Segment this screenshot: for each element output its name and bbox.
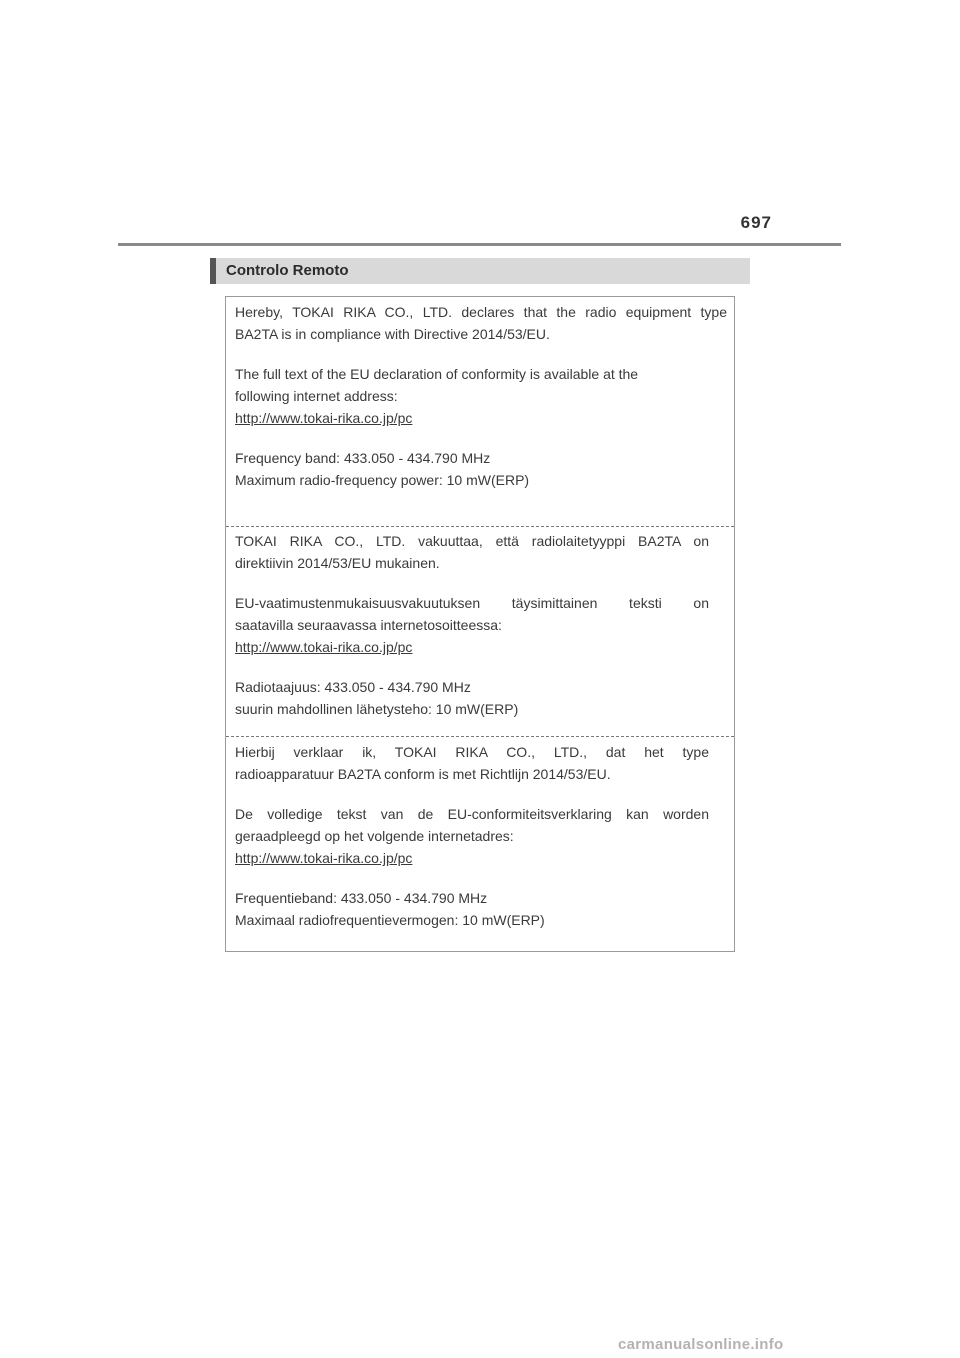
declaration-finnish: [226, 526, 734, 736]
declaration-link[interactable]: http://www.tokai-rika.co.jp/pc: [235, 410, 413, 426]
header-rule: [118, 243, 841, 246]
max-power: Maximaal radiofrequentievermogen: 10 mW(ERP): [235, 912, 545, 928]
watermark: carmanualsonline.info: [618, 1336, 784, 1353]
declaration-text: direktiivin 2014/53/EU mukainen.: [235, 555, 440, 571]
declaration-box: [225, 296, 735, 952]
declaration-text: radioapparatuur BA2TA conform is met Richtlijn 2014/53/EU.: [235, 766, 611, 782]
frequency-band: Radiotaajuus: 433.050 - 434.790 MHz: [235, 679, 471, 695]
conformity-text: following internet address:: [235, 388, 398, 404]
conformity-text: saatavilla seuraavassa internetosoitteessa:: [235, 617, 502, 633]
declaration-english: [226, 297, 734, 526]
conformity-text: The full text of the EU declaration of conformity is available at the: [235, 366, 639, 382]
section-heading: Controlo Remoto: [210, 258, 750, 284]
conformity-text: De volledige tekst van de EU-conformiteitsverklaring kan worden: [235, 806, 709, 822]
conformity-text: EU-vaatimustenmukaisuusvakuutuksen täysimittainen teksti on: [235, 595, 709, 611]
page-number: 697: [740, 213, 772, 232]
declaration-text: Hierbij verklaar ik, TOKAI RIKA CO., LTD., dat het type: [235, 744, 709, 760]
max-power: Maximum radio-frequency power: 10 mW(ERP): [235, 472, 530, 488]
max-power: suurin mahdollinen lähetysteho: 10 mW(ERP): [235, 701, 519, 717]
conformity-text: geraadpleegd op het volgende internetadres:: [235, 828, 514, 844]
declaration-link[interactable]: http://www.tokai-rika.co.jp/pc: [235, 850, 413, 866]
declaration-link[interactable]: http://www.tokai-rika.co.jp/pc: [235, 639, 413, 655]
declaration-dutch: [226, 736, 734, 951]
frequency-band: Frequency band: 433.050 - 434.790 MHz: [235, 450, 491, 466]
declaration-text: BA2TA is in compliance with Directive 2014/53/EU.: [235, 326, 550, 342]
declaration-text: Hereby, TOKAI RIKA CO., LTD. declares that the radio equipment type: [235, 304, 727, 320]
frequency-band: Frequentieband: 433.050 - 434.790 MHz: [235, 890, 488, 906]
declaration-text: TOKAI RIKA CO., LTD. vakuuttaa, että radiolaitetyyppi BA2TA on: [235, 533, 709, 549]
